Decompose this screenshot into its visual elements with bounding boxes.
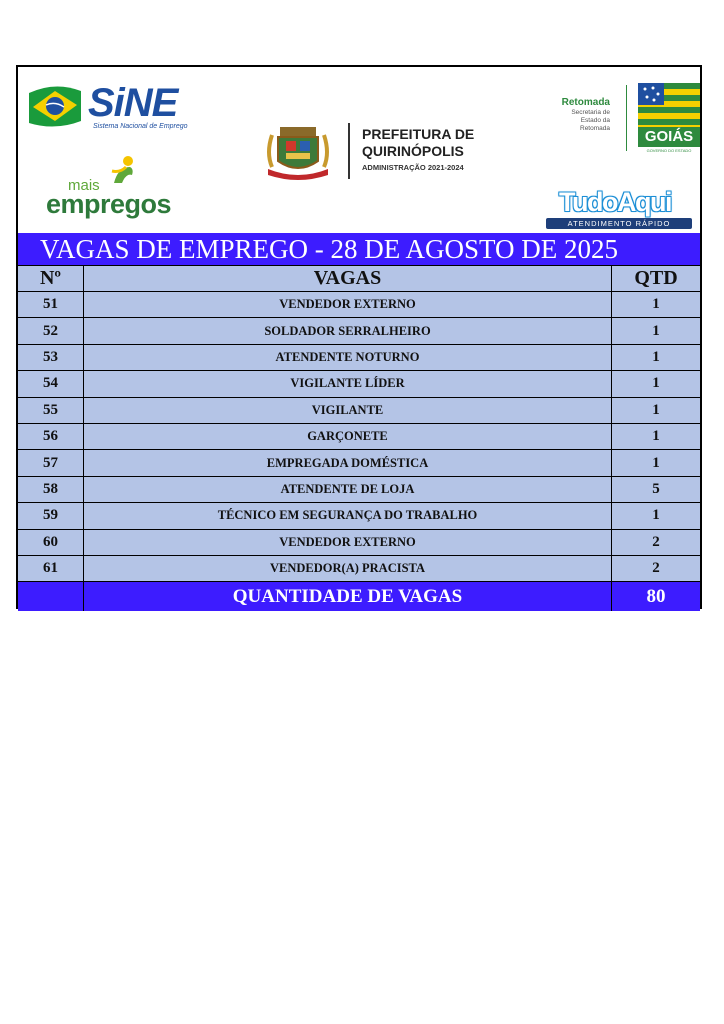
total-value: 80 — [646, 585, 666, 607]
row-vaga: VENDEDOR EXTERNO — [84, 530, 612, 555]
row-qtd: 1 — [652, 375, 660, 392]
row-qtd: 2 — [652, 533, 660, 550]
person-icon — [108, 153, 138, 185]
sine-logo — [27, 81, 202, 133]
empregos-text: empregos — [46, 189, 172, 219]
table-row — [18, 291, 700, 317]
row-vaga: GARÇONETE — [84, 424, 612, 449]
row-qtd: 1 — [652, 322, 660, 339]
row-vaga: ATENDENTE DE LOJA — [84, 477, 612, 502]
tudo-aqui-wordmark: TudoAqui — [559, 187, 671, 217]
row-vaga: VIGILANTE — [84, 398, 612, 423]
sine-wordmark: SiNE — [88, 81, 178, 125]
retomada-title: Retomada — [561, 97, 610, 108]
prefeitura-administration: ADMINISTRAÇÃO 2021-2024 — [362, 163, 464, 172]
goias-retomada-logo — [546, 81, 702, 156]
row-number: 52 — [18, 318, 84, 343]
header-number: Nº — [18, 266, 84, 291]
row-qtd: 1 — [652, 401, 660, 418]
goias-subtitle: GOVERNO DO ESTADO — [646, 148, 692, 153]
table-title: VAGAS DE EMPREGO - 28 DE AGOSTO DE 2025 — [18, 233, 700, 265]
retomada-divider — [626, 85, 627, 151]
mais-empregos-logo — [46, 157, 186, 217]
header-qtd: QTD — [634, 267, 678, 289]
total-empty-cell — [18, 582, 84, 611]
total-row — [18, 581, 700, 611]
row-vaga: EMPREGADA DOMÉSTICA — [84, 450, 612, 475]
table-row — [18, 370, 700, 396]
sine-subtitle: Sistema Nacional de Emprego — [93, 123, 188, 130]
row-qtd: 1 — [652, 454, 660, 471]
row-qtd: 5 — [652, 480, 660, 497]
table-row — [18, 317, 700, 343]
row-number: 61 — [18, 556, 84, 581]
tudo-aqui-tagline: ATENDIMENTO RÁPIDO — [546, 218, 692, 229]
total-label: QUANTIDADE DE VAGAS — [84, 582, 612, 611]
table-row — [18, 502, 700, 528]
prefeitura-divider — [348, 123, 350, 179]
row-qtd: 2 — [652, 560, 660, 577]
row-number: 53 — [18, 345, 84, 370]
prefeitura-line1: PREFEITURA DE — [362, 126, 475, 142]
row-number: 58 — [18, 477, 84, 502]
table-row — [18, 476, 700, 502]
goias-flag-icon — [638, 83, 700, 127]
row-vaga: VENDEDOR EXTERNO — [84, 292, 612, 317]
row-number: 54 — [18, 371, 84, 396]
city-crest-icon — [258, 123, 338, 183]
job-vacancies-table — [18, 233, 700, 611]
row-number: 60 — [18, 530, 84, 555]
tudo-aqui-logo — [534, 187, 696, 231]
table-row — [18, 555, 700, 581]
row-vaga: SOLDADOR SERRALHEIRO — [84, 318, 612, 343]
row-number: 55 — [18, 398, 84, 423]
row-vaga: ATENDENTE NOTURNO — [84, 345, 612, 370]
retomada-subtitle: Secretaria de Estado da Retomada — [571, 109, 610, 132]
prefeitura-logo — [258, 123, 498, 185]
table-row — [18, 423, 700, 449]
row-number: 56 — [18, 424, 84, 449]
table-row — [18, 449, 700, 475]
row-vaga: VENDEDOR(A) PRACISTA — [84, 556, 612, 581]
table-header-row — [18, 265, 700, 291]
row-number: 57 — [18, 450, 84, 475]
row-vaga: TÉCNICO EM SEGURANÇA DO TRABALHO — [84, 503, 612, 528]
table-row — [18, 344, 700, 370]
row-qtd: 1 — [652, 296, 660, 313]
job-listing-sheet — [16, 65, 702, 609]
goias-wordmark: GOIÁS — [638, 127, 700, 147]
row-vaga: VIGILANTE LÍDER — [84, 371, 612, 396]
table-row — [18, 397, 700, 423]
row-qtd: 1 — [652, 348, 660, 365]
row-qtd: 1 — [652, 507, 660, 524]
brazil-flag-icon — [27, 83, 83, 131]
table-row — [18, 529, 700, 555]
row-number: 51 — [18, 292, 84, 317]
row-number: 59 — [18, 503, 84, 528]
row-qtd: 1 — [652, 428, 660, 445]
mais-text: mais — [68, 177, 100, 194]
header-vagas: VAGAS — [84, 266, 612, 291]
prefeitura-city: QUIRINÓPOLIS — [362, 143, 464, 159]
